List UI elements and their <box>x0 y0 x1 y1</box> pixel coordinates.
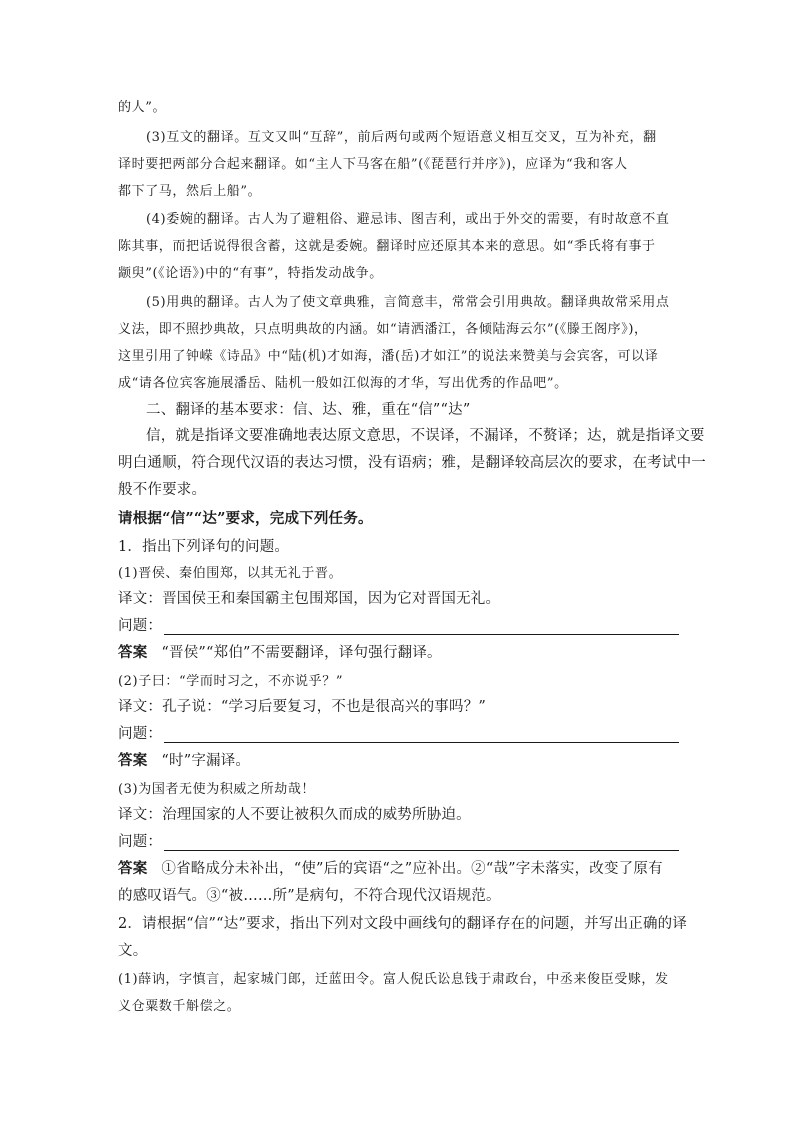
section-heading: 二、翻译的基本要求：信、达、雅，重在“信”“达” <box>146 402 471 418</box>
translation-line: 译文：孔子说：“学习后要复习，不也是很高兴的事吗？” <box>118 699 487 715</box>
task-intro: 请根据“信”“达”要求，完成下列任务。 <box>118 510 373 527</box>
question-title: 2．请根据“信”“达”要求，指出下列对文段中画线句的翻译存在的问题，并写出正确的译 <box>118 916 688 932</box>
source-sentence: (3)为国者无使为积威之所劫哉！ <box>118 782 316 797</box>
paragraph-line: 成“请各位宾客施展潘岳、陆机一般如江似海的才华，写出优秀的作品吧”。 <box>118 376 568 391</box>
translation-line: 译文：治理国家的人不要让被积久而成的威势所胁迫。 <box>118 807 471 823</box>
paragraph-line: 陈其事，而把话说得很含蓄，这就是委婉。翻译时应还原其本来的意思。如“季氏将有事于 <box>118 239 656 254</box>
paragraph-line: 译时要把两部分合起来翻译。如“主人下马客在船”(《琵琶行并序》)，应译为“我和客人 <box>118 157 628 172</box>
paragraph-line: 信，就是指译文要准确地表达原文意思，不误译，不漏译，不赘译；达，就是指译文要 <box>146 428 705 444</box>
paragraph-line: 这里引用了钟嵘《诗品》中“陆(机)才如海，潘(岳)才如江”的说法来赞美与会宾客，可以译 <box>118 349 659 364</box>
answer-tag: 答案 <box>118 752 148 769</box>
problem-line <box>118 722 679 743</box>
answer-line <box>118 641 442 662</box>
question-title: 文。 <box>118 943 148 959</box>
problem-label: 问题： <box>118 834 163 850</box>
paragraph-line: (4)委婉的翻译。古人为了避粗俗、避忌讳、图吉利，或出于外交的需要，有时故意不直 <box>146 212 670 227</box>
source-sentence: (1)晋侯、秦伯围郑，以其无礼于晋。 <box>118 566 343 581</box>
paragraph-line: (5)用典的翻译。古人为了使文章典雅，言简意丰，常常会引用典故。翻译典故常采用点 <box>146 295 670 310</box>
paragraph-line: (3)互文的翻译。互文又叫“互辞”，前后两句或两个短语意义相互交叉，互为补充，翻 <box>146 130 657 145</box>
paragraph-line: 明白通顺，符合现代汉语的表达习惯，没有语病；雅，是翻译较高层次的要求，在考试中一 <box>118 455 706 471</box>
passage-line: 义仓粟数千斛偿之。 <box>118 999 241 1014</box>
answer-line: 的感叹语气。③“被……所”是病句，不符合现代汉语规范。 <box>118 888 501 904</box>
paragraph-line: 义法，即不照抄典故，只点明典故的内涵。如“请洒潘江，各倾陆海云尔”(《滕王阁序》)， <box>118 322 648 337</box>
problem-line <box>118 830 679 851</box>
answer-blank[interactable] <box>164 728 679 743</box>
paragraph-line: 般不作要求。 <box>118 482 207 498</box>
paragraph-line: 的人”。 <box>118 100 167 115</box>
question-title: 1．指出下列译句的问题。 <box>118 539 290 555</box>
problem-line <box>118 614 679 635</box>
passage-line: (1)薛讷，字慎言，起家城门郎，迁蓝田令。富人倪氏讼息钱于肃政台，中丞来俊臣受赇，发 <box>118 972 669 987</box>
answer-text: “时”字漏译。 <box>161 753 251 769</box>
answer-tag: 答案 <box>118 860 148 877</box>
paragraph-line: 颛臾”(《论语》)中的“有事”，特指发动战争。 <box>118 266 383 281</box>
answer-text: ①省略成分未补出，“使”后的宾语“之”应补出。②“哉”字未落实，改变了原有 <box>161 861 663 877</box>
translation-line: 译文：晋国侯王和秦国霸主包围郑国，因为它对晋国无礼。 <box>118 591 501 607</box>
answer-tag: 答案 <box>118 644 148 661</box>
answer-text: “晋侯”“郑伯”不需要翻译，译句强行翻译。 <box>161 645 442 661</box>
answer-line <box>118 857 663 878</box>
source-sentence: (2)子曰：“学而时习之，不亦说乎？” <box>118 674 344 689</box>
answer-line <box>118 749 250 770</box>
problem-label: 问题： <box>118 618 163 634</box>
answer-blank[interactable] <box>164 836 679 851</box>
problem-label: 问题： <box>118 726 163 742</box>
paragraph-line: 都下了马，然后上船”。 <box>118 184 262 199</box>
answer-blank[interactable] <box>164 620 679 635</box>
